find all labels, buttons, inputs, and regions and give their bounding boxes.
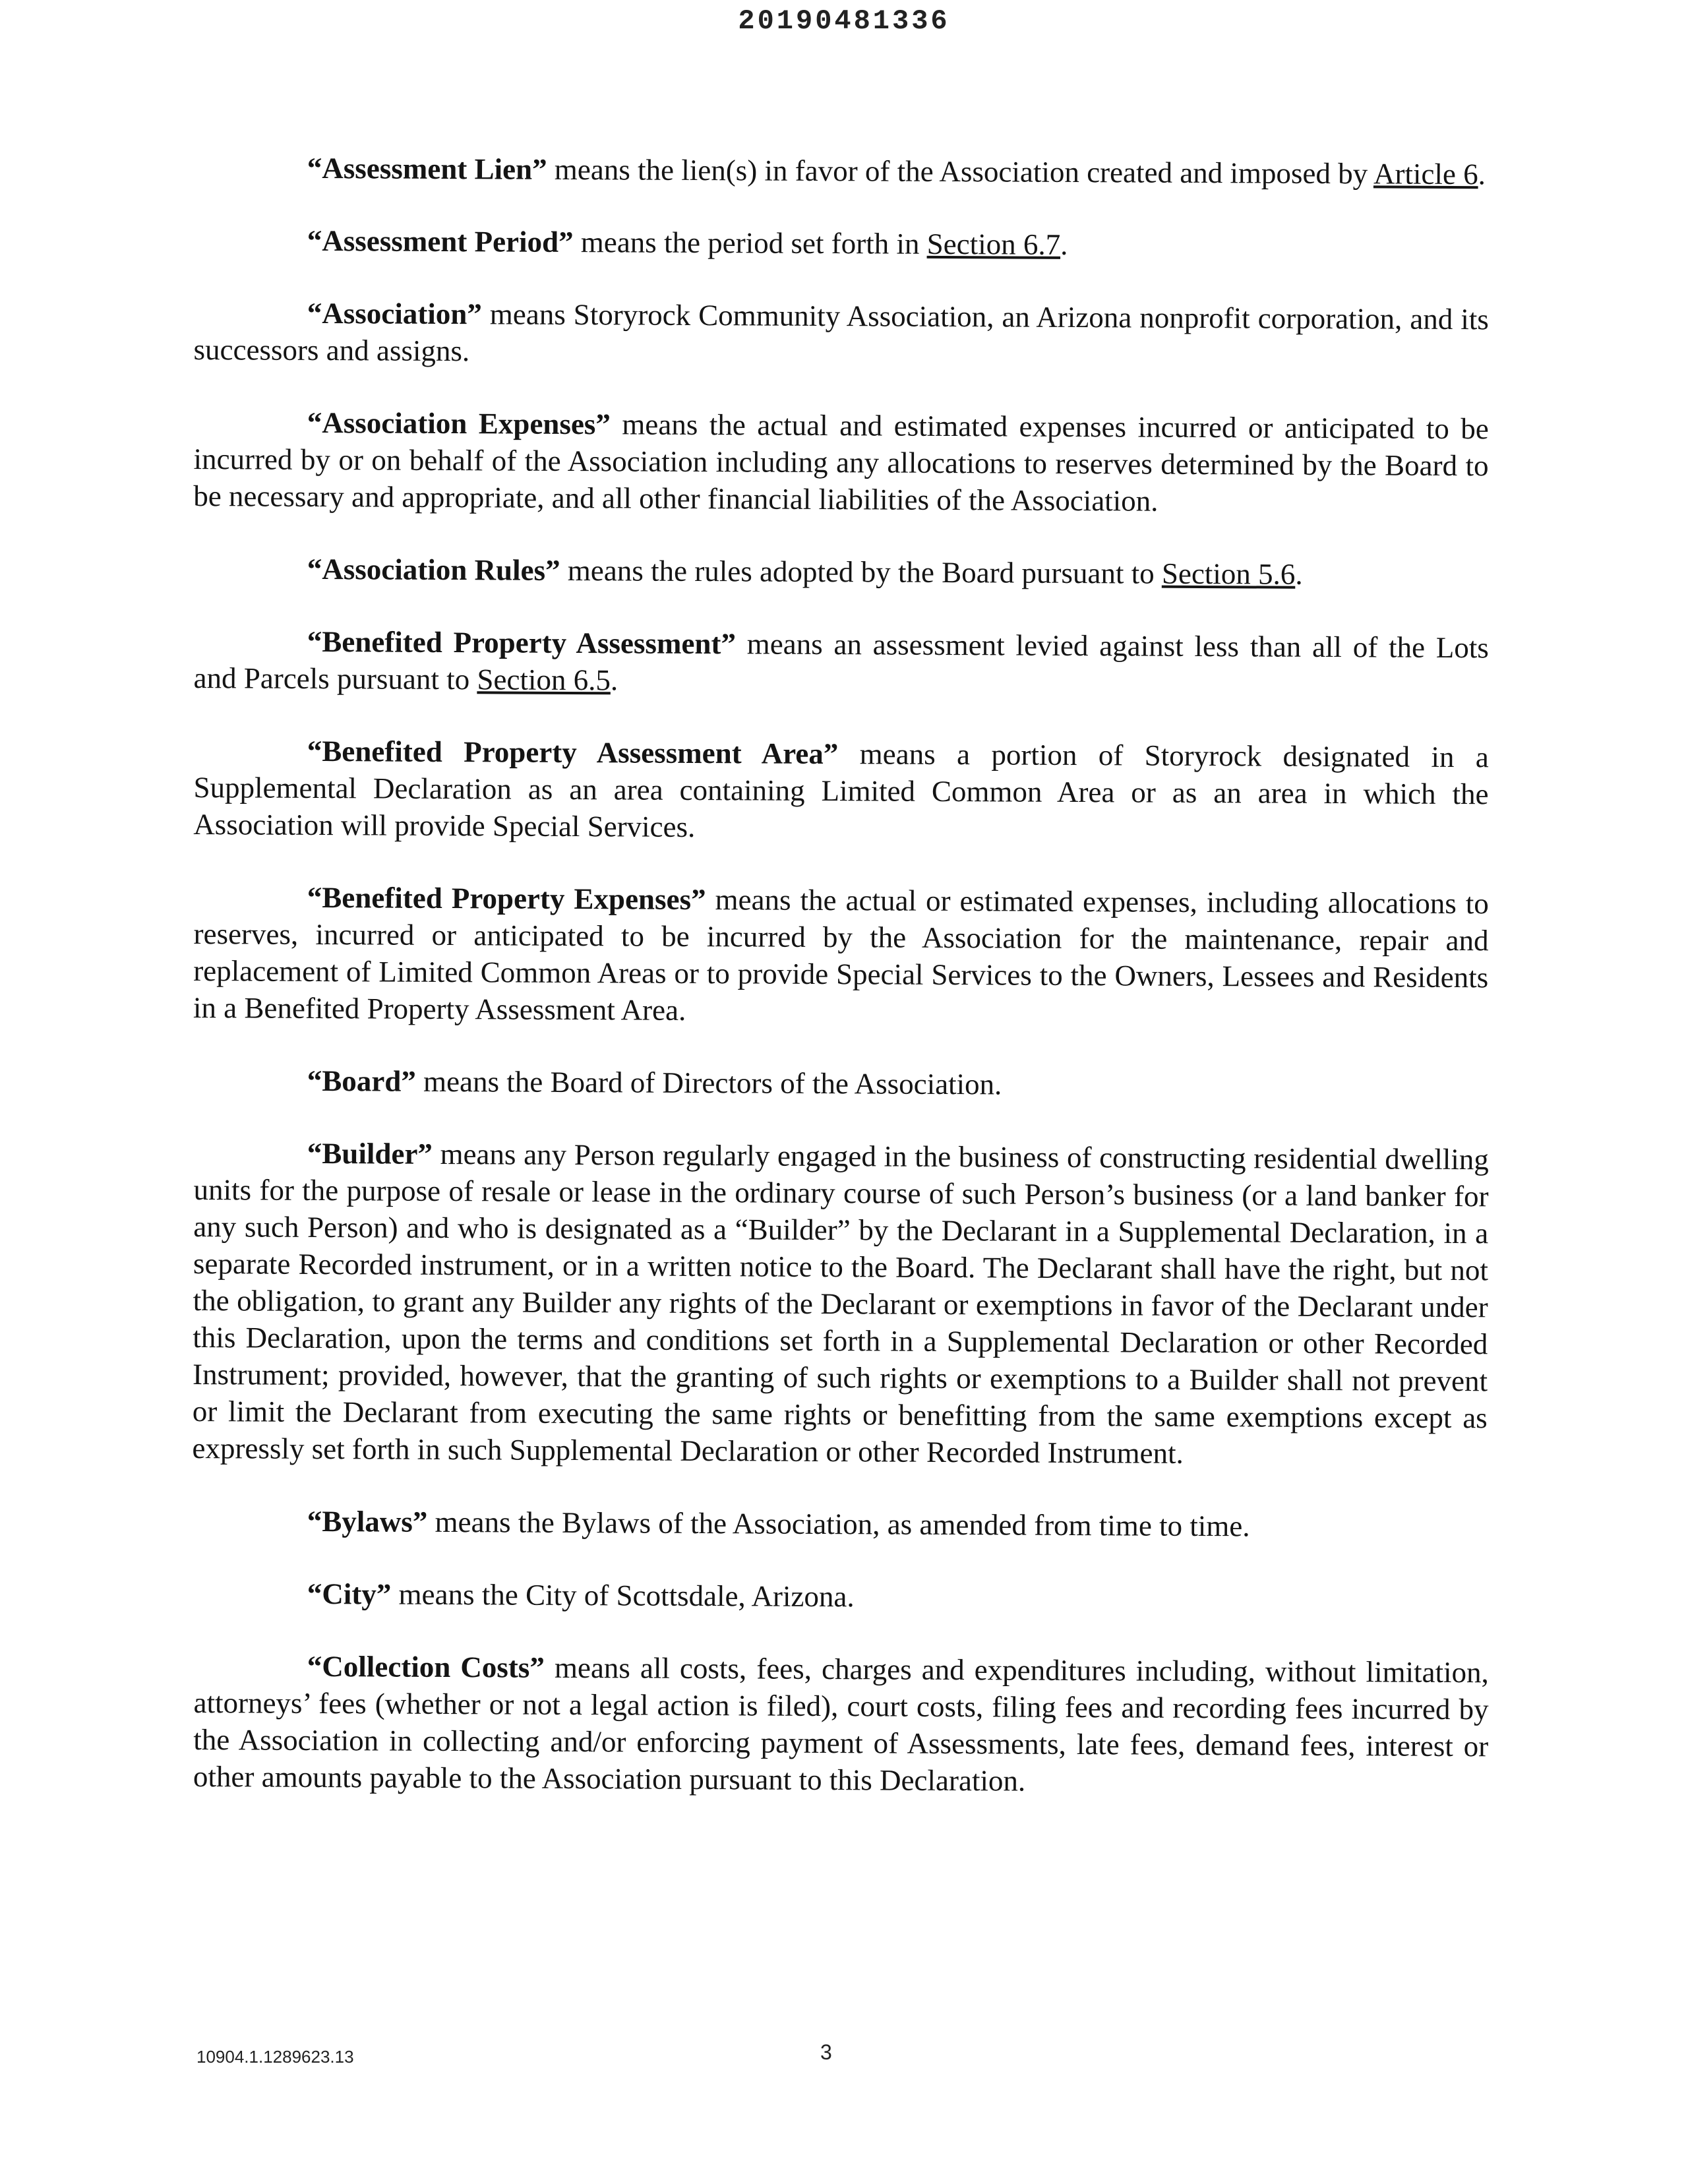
definition-city xyxy=(194,1575,1489,1618)
definition-benefited-property-expenses xyxy=(193,878,1489,1033)
definition-text: means the City of Scottsdale, Arizona. xyxy=(391,1577,855,1614)
term: “Collection Costs” xyxy=(307,1649,545,1684)
definition-assessment-period xyxy=(194,222,1489,265)
term: “Association Expenses” xyxy=(307,406,611,441)
definition-assessment-lien xyxy=(194,149,1489,193)
section-reference: Section 5.6 xyxy=(1161,557,1296,591)
definition-tail: . xyxy=(1060,228,1068,261)
term: “Benefited Property Expenses” xyxy=(307,880,706,917)
definition-collection-costs xyxy=(193,1647,1489,1802)
definition-bylaws xyxy=(194,1502,1489,1546)
term: “Association” xyxy=(307,296,482,331)
recording-number: 20190481336 xyxy=(738,5,950,37)
definition-board xyxy=(194,1062,1489,1105)
term: “City” xyxy=(307,1577,392,1611)
term: “Board” xyxy=(307,1064,416,1098)
term: “Benefited Property Assessment” xyxy=(307,624,737,661)
definition-tail: . xyxy=(1478,158,1486,191)
definition-association xyxy=(193,294,1489,375)
definition-association-expenses xyxy=(193,404,1489,521)
term: “Association Rules” xyxy=(307,552,560,587)
definition-association-rules xyxy=(194,550,1489,593)
term: “Assessment Period” xyxy=(307,224,574,259)
definition-text: means Storyrock Community Association, an Arizona nonprofit corporation, and its successors and assigns. xyxy=(193,297,1489,368)
definition-text: means the actual and estimated expenses incurred or anticipated to be incurred by or on behalf of the Association including any allocations to reserves determined by the Board to be necessary and appropriate, and all other financial liabilities of the Association. xyxy=(193,408,1489,518)
definition-text: means all costs, fees, charges and expenditures including, without limitation, attorneys’ fees (whether or not a legal action is filed), court costs, filing fees and recording fees incurred by the Association in collecting and/or enforcing payment of Assessments, late fees, demand fees, interest or other amounts payable to the Association pursuant to this Declaration. xyxy=(193,1651,1489,1798)
definition-text: means the Bylaws of the Association, as amended from time to time. xyxy=(427,1505,1250,1543)
term: “Assessment Lien” xyxy=(307,151,547,186)
definition-text: means the rules adopted by the Board pursuant to xyxy=(560,553,1162,590)
article-reference: Article 6 xyxy=(1373,157,1478,191)
definition-tail: . xyxy=(1295,557,1303,591)
definition-benefited-property-assessment xyxy=(193,622,1489,703)
definition-tail: . xyxy=(610,663,618,697)
definition-text: means the actual or estimated expenses, including allocations to reserves, incurred or anticipated to be incurred by the Association for the maintenance, repair and replacement of Limited Common Areas or to provide Special Services to the Owners, Lessees and Residents in a Benefited Property Assessment Area. xyxy=(193,883,1489,1027)
page-number: 3 xyxy=(820,2040,832,2064)
document-code: 10904.1.1289623.13 xyxy=(196,2047,354,2067)
term: “Benefited Property Assessment Area” xyxy=(307,734,839,771)
section-reference: Section 6.5 xyxy=(477,663,611,697)
definition-text: means the lien(s) in favor of the Association created and imposed by xyxy=(547,152,1374,191)
definition-text: means a portion of Storyrock designated in a Supplemental Declaration as an area containing Limited Common Area or as an area in which the Association will provide Special Services. xyxy=(193,737,1489,843)
definition-text: means the Board of Directors of the Association. xyxy=(415,1064,1002,1101)
term: “Builder” xyxy=(307,1136,433,1170)
section-reference: Section 6.7 xyxy=(926,227,1061,261)
definition-text: means any Person regularly engaged in the business of constructing residential dwelling units for the purpose of resale or lease in the ordinary course of such Person’s business (or a land banker for any such Person) and who is designated as a “Builder” by the Declarant in a Supplemental Declaration, in a separate Recorded instrument, or in a written notice to the Board. The Declarant shall have the right, but not the obligation, to grant any Builder any rights of the Declarant or exemptions in favor of the Declarant under this Declaration, upon the terms and conditions set forth in a Supplemental Declaration or other Recorded Instrument; provided, however, that the granting of such rights or exemptions to a Builder shall not prevent or limit the Declarant from executing the same rights or benefitting from the same exemptions except as expressly set forth in such Supplemental Declaration or other Recorded Instrument. xyxy=(192,1137,1489,1470)
definition-text: means an assessment levied against less than all of the Lots and Parcels pursuant to xyxy=(193,627,1489,696)
definition-builder xyxy=(192,1134,1489,1473)
definition-benefited-property-assessment-area xyxy=(193,732,1489,849)
term: “Bylaws” xyxy=(307,1504,428,1538)
definitions-list xyxy=(194,149,1489,1831)
definition-text: means the period set forth in xyxy=(573,226,927,260)
